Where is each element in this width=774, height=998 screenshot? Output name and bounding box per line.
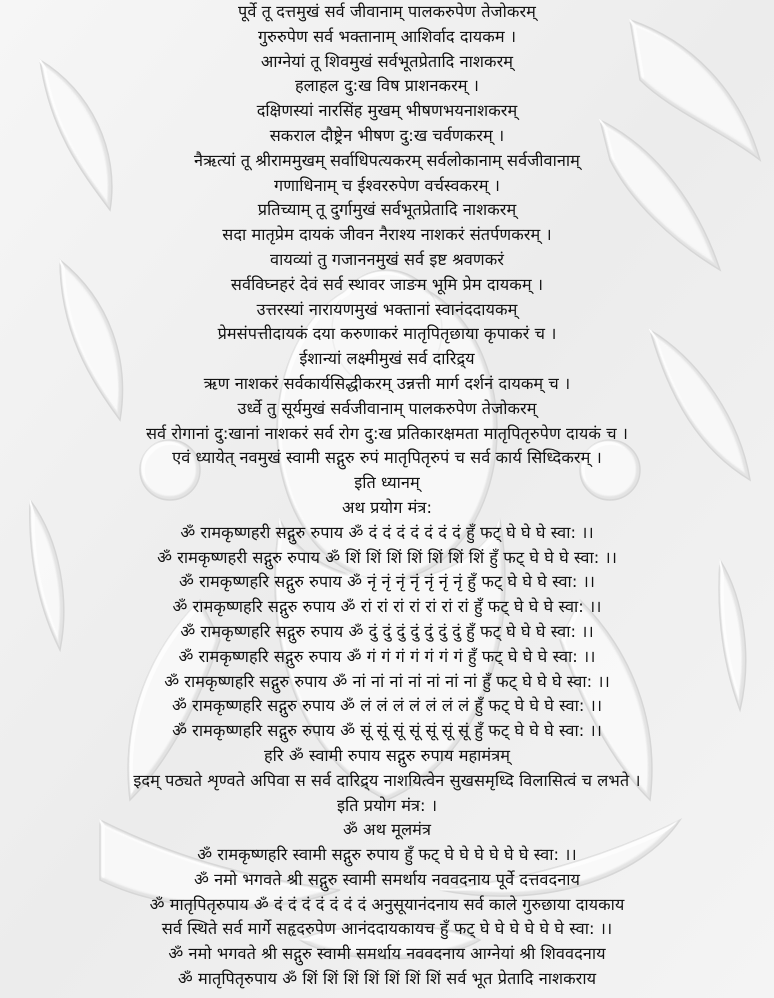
mantra-line: ॐ नमो भगवते श्री सद्गुरु स्वामी समर्थाय नववदनाय पूर्वे दत्तवदनाय: [193, 869, 580, 889]
mantra-line: ॐ रामकृष्णहरि सद्गुरु रुपाय ॐ दुं दुं दुं दुं दुं दुं दुं हुँ फट् घे घे घे स्वा: ।।: [180, 621, 594, 641]
text-line: उर्ध्वे तु सूर्यमुखं सर्वजीवानाम् पालकरुपेण तेजोकरम्: [237, 398, 537, 418]
text-line: हलाहल दु:ख विष प्राशनकरम् ।: [294, 76, 480, 96]
mantra-line: ॐ नमो भगवते श्री सद्गुरु स्वामी समर्थाय नववदनाय आग्नेयां श्री शिववदनाय: [168, 944, 606, 964]
text-line: इदम् पठ्यते शृण्वते अपिवा स सर्व दारिद्र्य नाशयित्वेन सुखसमृध्दि विलासित्वं च लभते ।: [133, 770, 641, 790]
text-line: आग्नेयां तू शिवमुखं सर्वभूतप्रेतादि नाशकरम्: [260, 51, 514, 71]
text-line: ऋण नाशकरं सर्वकार्यसिद्धीकरम् उन्नत्ती मार्ग दर्शनं दायकम् च ।: [203, 373, 571, 393]
mantra-line: ॐ रामकृष्णहरि सद्गुरु रुपाय ॐ गं गं गं गं गं गं गं हुँ फट् घे घे घे स्वा: ।।: [178, 646, 596, 666]
mantra-line: ॐ रामकृष्णहरि सद्गुरु रुपाय ॐ सूं सूं सूं सूं सूं सूं सूं हुँ फट् घे घे घे स्वा: ।।: [172, 721, 602, 741]
text-line: गुरुरुपेण सर्व भक्तानाम् आशिर्वाद दायकम ।: [257, 26, 517, 46]
text-line: ईशान्यां लक्ष्मीमुखं सर्व दारिद्र्य: [299, 349, 475, 369]
text-line: सदा मातृप्रेम दायकं जीवन नैराश्य नाशकरं संतर्पणकरम् ।: [222, 225, 552, 245]
text-line: प्रतिच्याम् तू दुर्गामुखं सर्वभूतप्रेतादि नाशकरम्: [257, 200, 517, 220]
mantra-line: ॐ रामकृष्णहरि सद्गुरु रुपाय ॐ रां रां रां रां रां रां रां हुँ फट् घे घे घे स्वा: ।।: [172, 597, 602, 617]
mantra-line: ॐ रामकृष्णहरी सद्गुरु रुपाय ॐ दं दं दं दं दं दं दं हुँ फट् घे घे घे स्वा: ।।: [180, 522, 594, 542]
text-line: पूर्वे तू दत्तमुखं सर्व जीवानाम् पालकरुपेण तेजोकरम्: [238, 2, 536, 21]
mantra-line: ॐ रामकृष्णहरि सद्गुरु रुपाय ॐ नां नां नां नां नां नां नां हुँ फट् घे घे घे स्वा: ।।: [164, 671, 610, 691]
text-line: नैऋत्यां तू श्रीराममुखम् सर्वाधिपत्यकरम् सर्वलोकानाम् सर्वजीवानाम्: [194, 150, 580, 170]
text-line: सकराल दौष्ट्रेन भीषण दु:ख चर्वणकरम् ।: [269, 125, 505, 145]
text-line: दक्षिणस्यां नारसिंह मुखम् भीषणभयनाशकरम्: [256, 101, 518, 121]
section-heading: ॐ अथ मूलमंत्र: [343, 820, 431, 840]
mantra-line: ॐ रामकृष्णहरि स्वामी सद्गुरु रुपाय हुँ फट् घे घे घे घे घे घे स्वा: ।।: [197, 845, 577, 865]
mantra-line: ॐ रामकृष्णहरि सद्गुरु रुपाय ॐ लं लं लं लं लं लं लं हुँ फट् घे घे घे स्वा: ।।: [171, 696, 603, 716]
text-line: गणाधिनाम् च ईश्वररुपेण वर्चस्वकरम् ।: [274, 175, 500, 195]
mantra-line: ॐ मातृपितृरुपाय ॐ दं दं दं दं दं दं दं अनुसूयानंदनाय सर्व काले गुरुछाया दायकाय: [149, 894, 625, 914]
section-heading: इति ध्यानम्: [354, 473, 420, 493]
text-line: एवं ध्यायेत् नवमुखं स्वामी सद्गुरु रुपं मातृपितृरुपं च सर्व कार्य सिध्दिकरम् ।: [172, 448, 602, 468]
text-line: उत्तरस्यां नारायणमुखं भक्तानां स्वानंददायकम्: [256, 299, 518, 319]
text-line: सर्व रोगानां दु:खानां नाशकरं सर्व रोग दु:ख प्रतिकारक्षमता मातृपितृरुपेण दायकं च ।: [145, 423, 629, 443]
text-line: वायव्यां तु गजाननमुखं सर्व इष्ट श्रवणकरं: [270, 249, 504, 269]
text-line: हरि ॐ स्वामी रुपाय सद्गुरु रुपाय महामंत्रम्: [263, 745, 511, 765]
mantra-line: सर्व स्थिते सर्व मार्गे सहृदरुपेण आनंददायकायच हुँ फट् घे घे घे घे घे घे स्वा: ।।: [161, 919, 613, 939]
mantra-line: ॐ रामकृष्णहरी सद्गुरु रुपाय ॐ शिं शिं शिं शिं शिं शिं शिं हुँ फट् घे घे घे स्वा: ।।: [157, 547, 617, 567]
mantra-line: ॐ मातृपितृरुपाय ॐ शिं शिं शिं शिं शिं शिं शिं सर्व भूत प्रेतादि नाशकराय: [177, 969, 597, 989]
section-heading: अथ प्रयोग मंत्र:: [342, 497, 432, 517]
section-heading: इति प्रयोग मंत्र: ।: [336, 795, 438, 815]
text-line: सर्वविघ्नहरं देवं सर्व स्थावर जाङम भूमि प्रेम दायकम् ।: [230, 274, 544, 294]
text-line: प्रेमसंपत्तीदायकं दया करुणाकरं मातृपितृछाया कृपाकरं च ।: [217, 324, 557, 344]
mantra-line: ॐ रामकृष्णहरि सद्गुरु रुपाय ॐ नृं नृं नृं नृं नृं नृं नृं हुँ फट् घे घे घे स्वा: ।।: [178, 572, 596, 592]
